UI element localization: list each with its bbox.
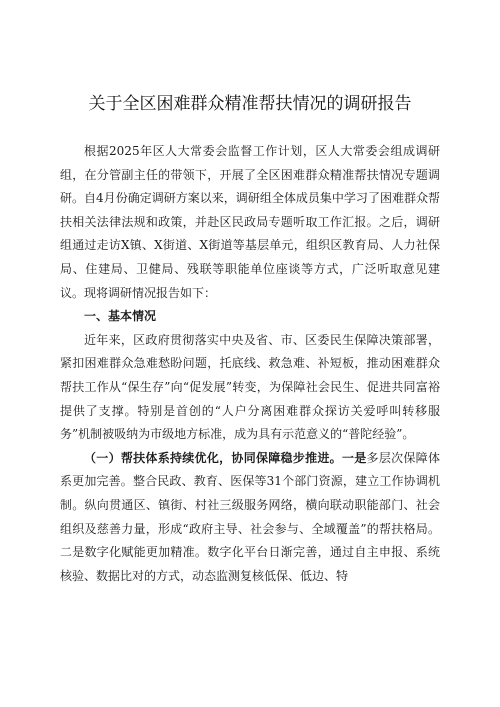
section-paragraph: 近年来，区政府贯彻落实中央及省、市、区委民生保障决策部署，紧扣困难群众急难愁盼问题，托底线、救急难、补短板，推动困难群众帮扶工作从“保生存”向“促发展”转变，为保障社会民生、促进共同富裕提供了支撑。特别是首创的“人户分离困难群众探访关爱呼叫转移服务”机制被吸纳为市级地方标准，成为具有示范意义的“普陀经验”。	[60, 332, 440, 442]
subsection-text: 多层次保障体系更加完善。整合民政、教育、医保等31个部门资源，建立工作协调机制。纵向贯通区、镇街、村社三级服务网络，横向联动职能部门、社会组织及慈善力量，形成“政府主导、社会参与、全域覆盖”的帮扶格局。二是数字化赋能更加精准。数字化平台日渐完善，通过自主申报、系统核验、数据比对的方式，动态监测复核低保、低边、特	[60, 450, 440, 583]
subsection-lead: 一是	[341, 450, 367, 465]
intro-paragraph: 根据2025年区人大常委会监督工作计划，区人大常委会组成调研组，在分管副主任的带领下，开展了全区困难群众精准帮扶情况专题调研。自4月份确定调研方案以来，调研组全体成员集中学习了困难群众帮扶相关法律法规和政策，并赴区民政局专题听取工作汇报。之后，调研组通过走访X镇、X街道、X街道等基层单元，组织区教育局、人力社保局、住建局、卫健局、残联等职能单位座谈等方式，广泛听取意见建议。现将调研情况报告如下：	[60, 144, 440, 300]
subsection-paragraph	[60, 447, 440, 589]
document-body	[60, 140, 440, 588]
section-heading: 一、基本情况	[84, 309, 157, 324]
subsection-heading: （一）帮扶体系持续优化，协同保障稳步推进。	[84, 450, 342, 465]
document-title: 关于全区困难群众精准帮扶情况的调研报告	[88, 94, 412, 114]
